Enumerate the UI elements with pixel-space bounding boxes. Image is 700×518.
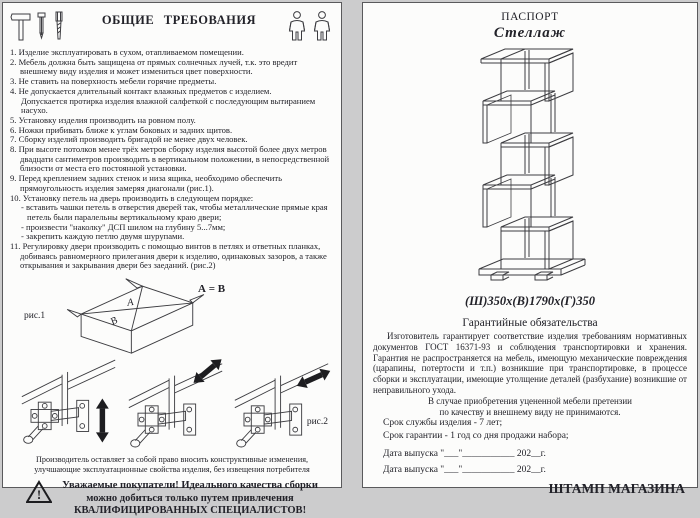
requirements-list [10, 48, 334, 271]
passport-title: ПАСПОРТ [501, 11, 559, 23]
shelf-unit-drawing [435, 46, 625, 292]
store-stamp-label: ШТАМП МАГАЗИНА [548, 481, 685, 496]
page-title: ОБЩИЕ ТРЕБОВАНИЯ [101, 13, 257, 27]
warning-text [62, 480, 318, 518]
service-life-line: Срок службы изделия - 7 лет; [383, 418, 503, 429]
list-subitem: - закрепить каждую петлю двумя шурупами. [21, 231, 185, 242]
list-item: 6. Ножки прибивать ближе к углам боковых и задних щитов. [10, 124, 233, 135]
list-item: 11. Регулировку двери производить с помощью винтов в петлях и ответных планках, добиваясь равномерного прилегания двери к изделию, одинаковых зазоров, а также открывания и закрывания двери без заеданий. (рис.2) [10, 241, 327, 271]
instructions-page [2, 2, 342, 517]
svg-text:!: ! [36, 486, 42, 502]
list-item: 4. Не допускается длительный контакт влажных предметов с изделием. [10, 85, 272, 96]
warning-block [10, 480, 334, 518]
diagonal-b-label: В [108, 315, 120, 329]
list-subitem: - произвести "наколку" ДСП шилом на глубину 5...7мм; [21, 221, 226, 232]
vertical-double-arrow [96, 399, 109, 443]
horizontal-double-arrow [295, 365, 334, 392]
warranty-period-line: Срок гарантии - 1 год со дня продажи набора; [383, 431, 569, 442]
figure-1-label: рис.1 [24, 311, 46, 322]
product-name: Стеллаж [493, 25, 567, 41]
box-diagonals-diagram [56, 275, 216, 355]
discount-line: В случае приобретения уцененной мебели претензии [428, 395, 632, 406]
assembly-tools-icon [10, 9, 72, 43]
warning-line: можно добиться только путем привлечения [86, 492, 294, 504]
warning-triangle-icon [26, 480, 52, 504]
manufacturer-note [10, 455, 334, 475]
list-item: 7. Сборку изделий производить бригадой не менее двух человек. [10, 134, 248, 145]
list-item: 3. Не ставить на поверхность мебели горячие предметы. [10, 76, 217, 87]
list-item: 5. Установку изделия производить на ровном полу. [10, 114, 196, 125]
list-item: 2. Мебель должна быть защищена от прямых солнечных лучей, т.к. это вредит внешнему виду изделия и может измениться цвет поверхности. [10, 56, 298, 77]
discounted-goods-note [373, 396, 687, 418]
warning-line: Уважаемые покупатели! Идеального качества сборки [62, 479, 318, 491]
figure-1-section [10, 275, 334, 355]
list-item-continuation: Допускается протирка изделия влажной салфеткой с последующим вытиранием насухо. [21, 95, 316, 116]
figure-1-formula: А = В [198, 283, 226, 296]
hinge-diagram-vertical-adjust [20, 357, 121, 451]
note-line: улучшающие эксплуатационные свойства изделия, без извещения потребителя [34, 465, 310, 475]
list-subitem: - вставить чашки петель в отверстия дверей так, чтобы металлические прямые края петель были паралельны вертикальному краю двери; [21, 202, 328, 222]
list-item: 1. Изделие эксплуатировать в сухом, отапливаемом помещении. [10, 47, 244, 57]
figure-2-section [20, 357, 334, 453]
two-people-icon [286, 9, 334, 43]
note-line: Производитель оставляет за собой право вносить конструктивные изменения, [35, 455, 309, 465]
warranty-text: Изготовитель гарантирует соответствие изделия требованиям нормативных документов ГОСТ 16371-93 и соблюдения транспортировки и хранения. Гарантия не распространяется на мебель, имеющую механические повреждения (царапины, потертости и т.п.) возникшие при транспортировке, в процессе сборки и эксплуатации, имеющие утолщение деталей (разбухание) возникшие от неправильного ухода. [373, 331, 687, 395]
passport-page [362, 2, 698, 496]
list-item: 10. Установку петель на дверь производить в следующем порядке: [10, 192, 254, 203]
discount-line: по качеству и внешнему виду не принимаются. [439, 406, 621, 417]
left-page-header [10, 9, 334, 45]
issue-date-line: Дата выпуска "___"___________ 202__г. [383, 465, 546, 475]
warning-line: КВАЛИФИЦИРОВАННЫХ СПЕЦИАЛИСТОВ! [73, 505, 307, 517]
hinge-diagram-horizontal-adjust [233, 357, 334, 451]
list-item: 9. Перед креплением задних стенок и низа ящика, необходимо обеспечить прямоугольность изделия замеряя диагонали (рис.1). [10, 173, 282, 193]
warranty-title: Гарантийные обязательства [462, 317, 598, 329]
product-dimensions: (Ш)350х(В)1790х(Г)350 [465, 294, 595, 308]
figure-2-label: рис.2 [306, 417, 328, 428]
shelf-drawing-wrap [373, 46, 687, 292]
issue-date-line: Дата выпуска "___"___________ 202__г. [383, 449, 546, 459]
diagonal-a-label: А [126, 297, 135, 309]
list-item: 8. При высоте потолков менее трёх метров сборку изделия высотой более двух метров двадцати сантиметров производить в вертикальном положении, в непосредственной близости от места его постоянной установки. [10, 144, 330, 174]
hinge-diagram-diagonal-adjust [127, 357, 228, 451]
